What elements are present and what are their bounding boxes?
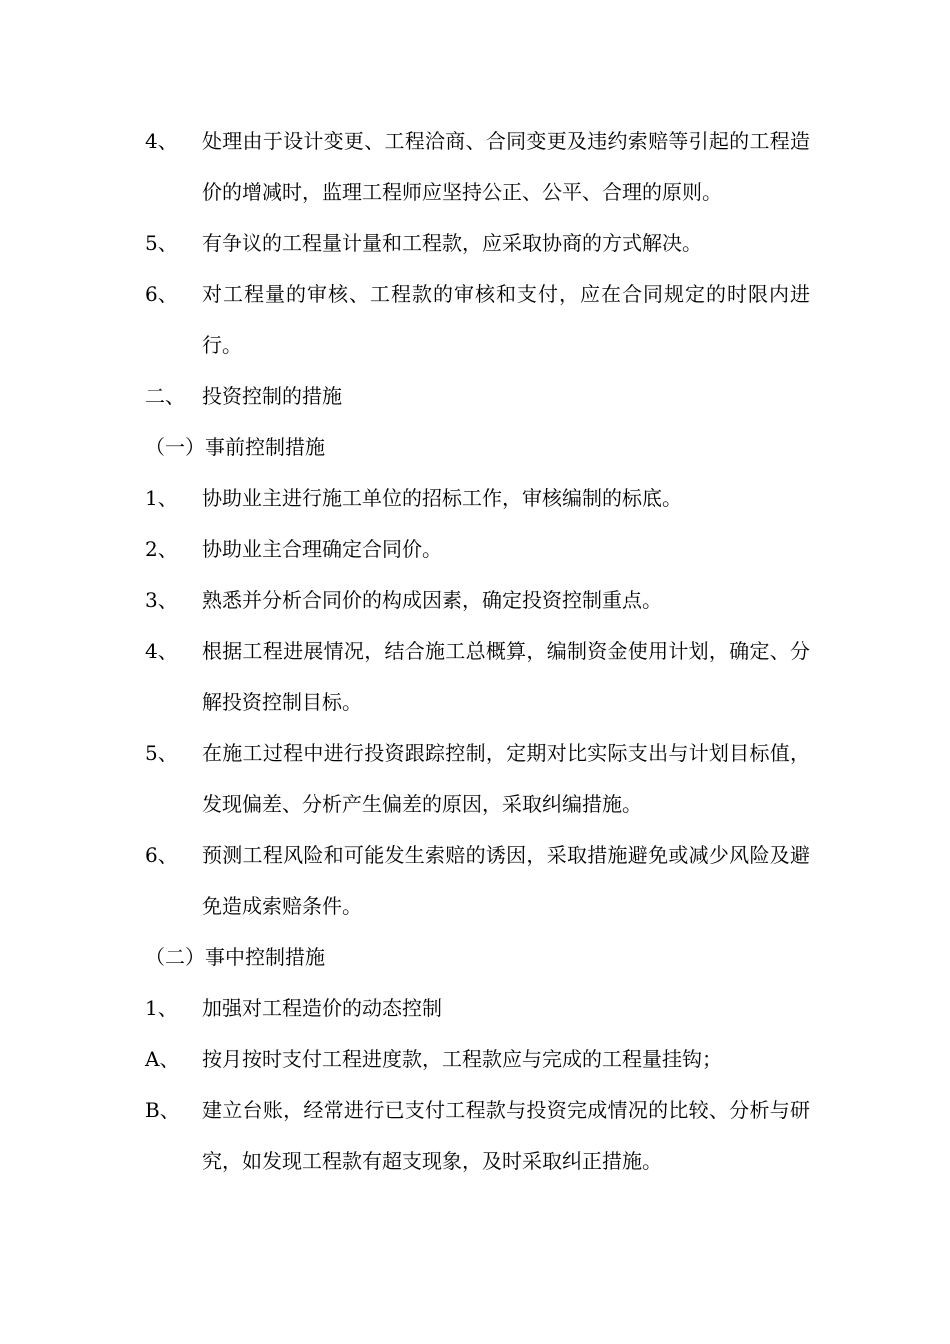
list-item	[145, 269, 810, 371]
list-marker: 3、	[145, 588, 178, 612]
list-text: 加强对工程造价的动态控制	[202, 996, 442, 1020]
list-text: 建立台账，经常进行已支付工程款与投资完成情况的比较、分析与研究，如发现工程款有超支现象，及时采取纠正措施。	[202, 1098, 810, 1173]
document-body	[145, 116, 810, 1187]
section-title: 投资控制的措施	[202, 384, 342, 408]
list-item	[145, 626, 810, 728]
list-text: 预测工程风险和可能发生索赔的诱因，采取措施避免或减少风险及避免造成索赔条件。	[202, 843, 810, 918]
list-text: 有争议的工程量计量和工程款，应采取协商的方式解决。	[202, 231, 702, 255]
list-text: 协助业主合理确定合同价。	[202, 537, 442, 561]
list-text: 对工程量的审核、工程款的审核和支付，应在合同规定的时限内进行。	[202, 282, 810, 357]
list-item	[145, 575, 810, 626]
list-marker: 6、	[145, 282, 178, 306]
list-marker: 4、	[145, 639, 178, 663]
list-marker: 1、	[145, 996, 178, 1020]
list-item	[145, 524, 810, 575]
list-marker: 4、	[145, 129, 178, 153]
list-item	[145, 473, 810, 524]
list-marker: 1、	[145, 486, 178, 510]
list-item	[145, 116, 810, 218]
list-marker: 5、	[145, 231, 178, 255]
list-marker: 2、	[145, 537, 178, 561]
list-item	[145, 1034, 810, 1085]
section-marker: 二、	[145, 384, 185, 408]
list-item	[145, 983, 810, 1034]
list-text: 熟悉并分析合同价的构成因素，确定投资控制重点。	[202, 588, 662, 612]
list-item	[145, 728, 810, 830]
list-text: 处理由于设计变更、工程洽商、合同变更及违约索赔等引起的工程造价的增减时，监理工程师应坚持公正、公平、合理的原则。	[202, 129, 810, 204]
list-item	[145, 830, 810, 932]
list-item	[145, 1085, 810, 1187]
list-marker: A、	[145, 1047, 180, 1071]
list-text: 协助业主进行施工单位的招标工作，审核编制的标底。	[202, 486, 682, 510]
list-item	[145, 218, 810, 269]
subsection-heading: （二）事中控制措施	[145, 945, 325, 969]
list-text: 在施工过程中进行投资跟踪控制，定期对比实际支出与计划目标值，发现偏差、分析产生偏差的原因，采取纠编措施。	[202, 741, 810, 816]
list-marker: 5、	[145, 741, 178, 765]
list-text: 按月按时支付工程进度款，工程款应与完成的工程量挂钩；	[202, 1047, 722, 1071]
list-text: 根据工程进展情况，结合施工总概算，编制资金使用计划，确定、分解投资控制目标。	[202, 639, 810, 714]
section-heading	[145, 371, 810, 422]
subsection-heading: （一）事前控制措施	[145, 435, 325, 459]
list-marker: B、	[145, 1098, 180, 1122]
list-marker: 6、	[145, 843, 178, 867]
